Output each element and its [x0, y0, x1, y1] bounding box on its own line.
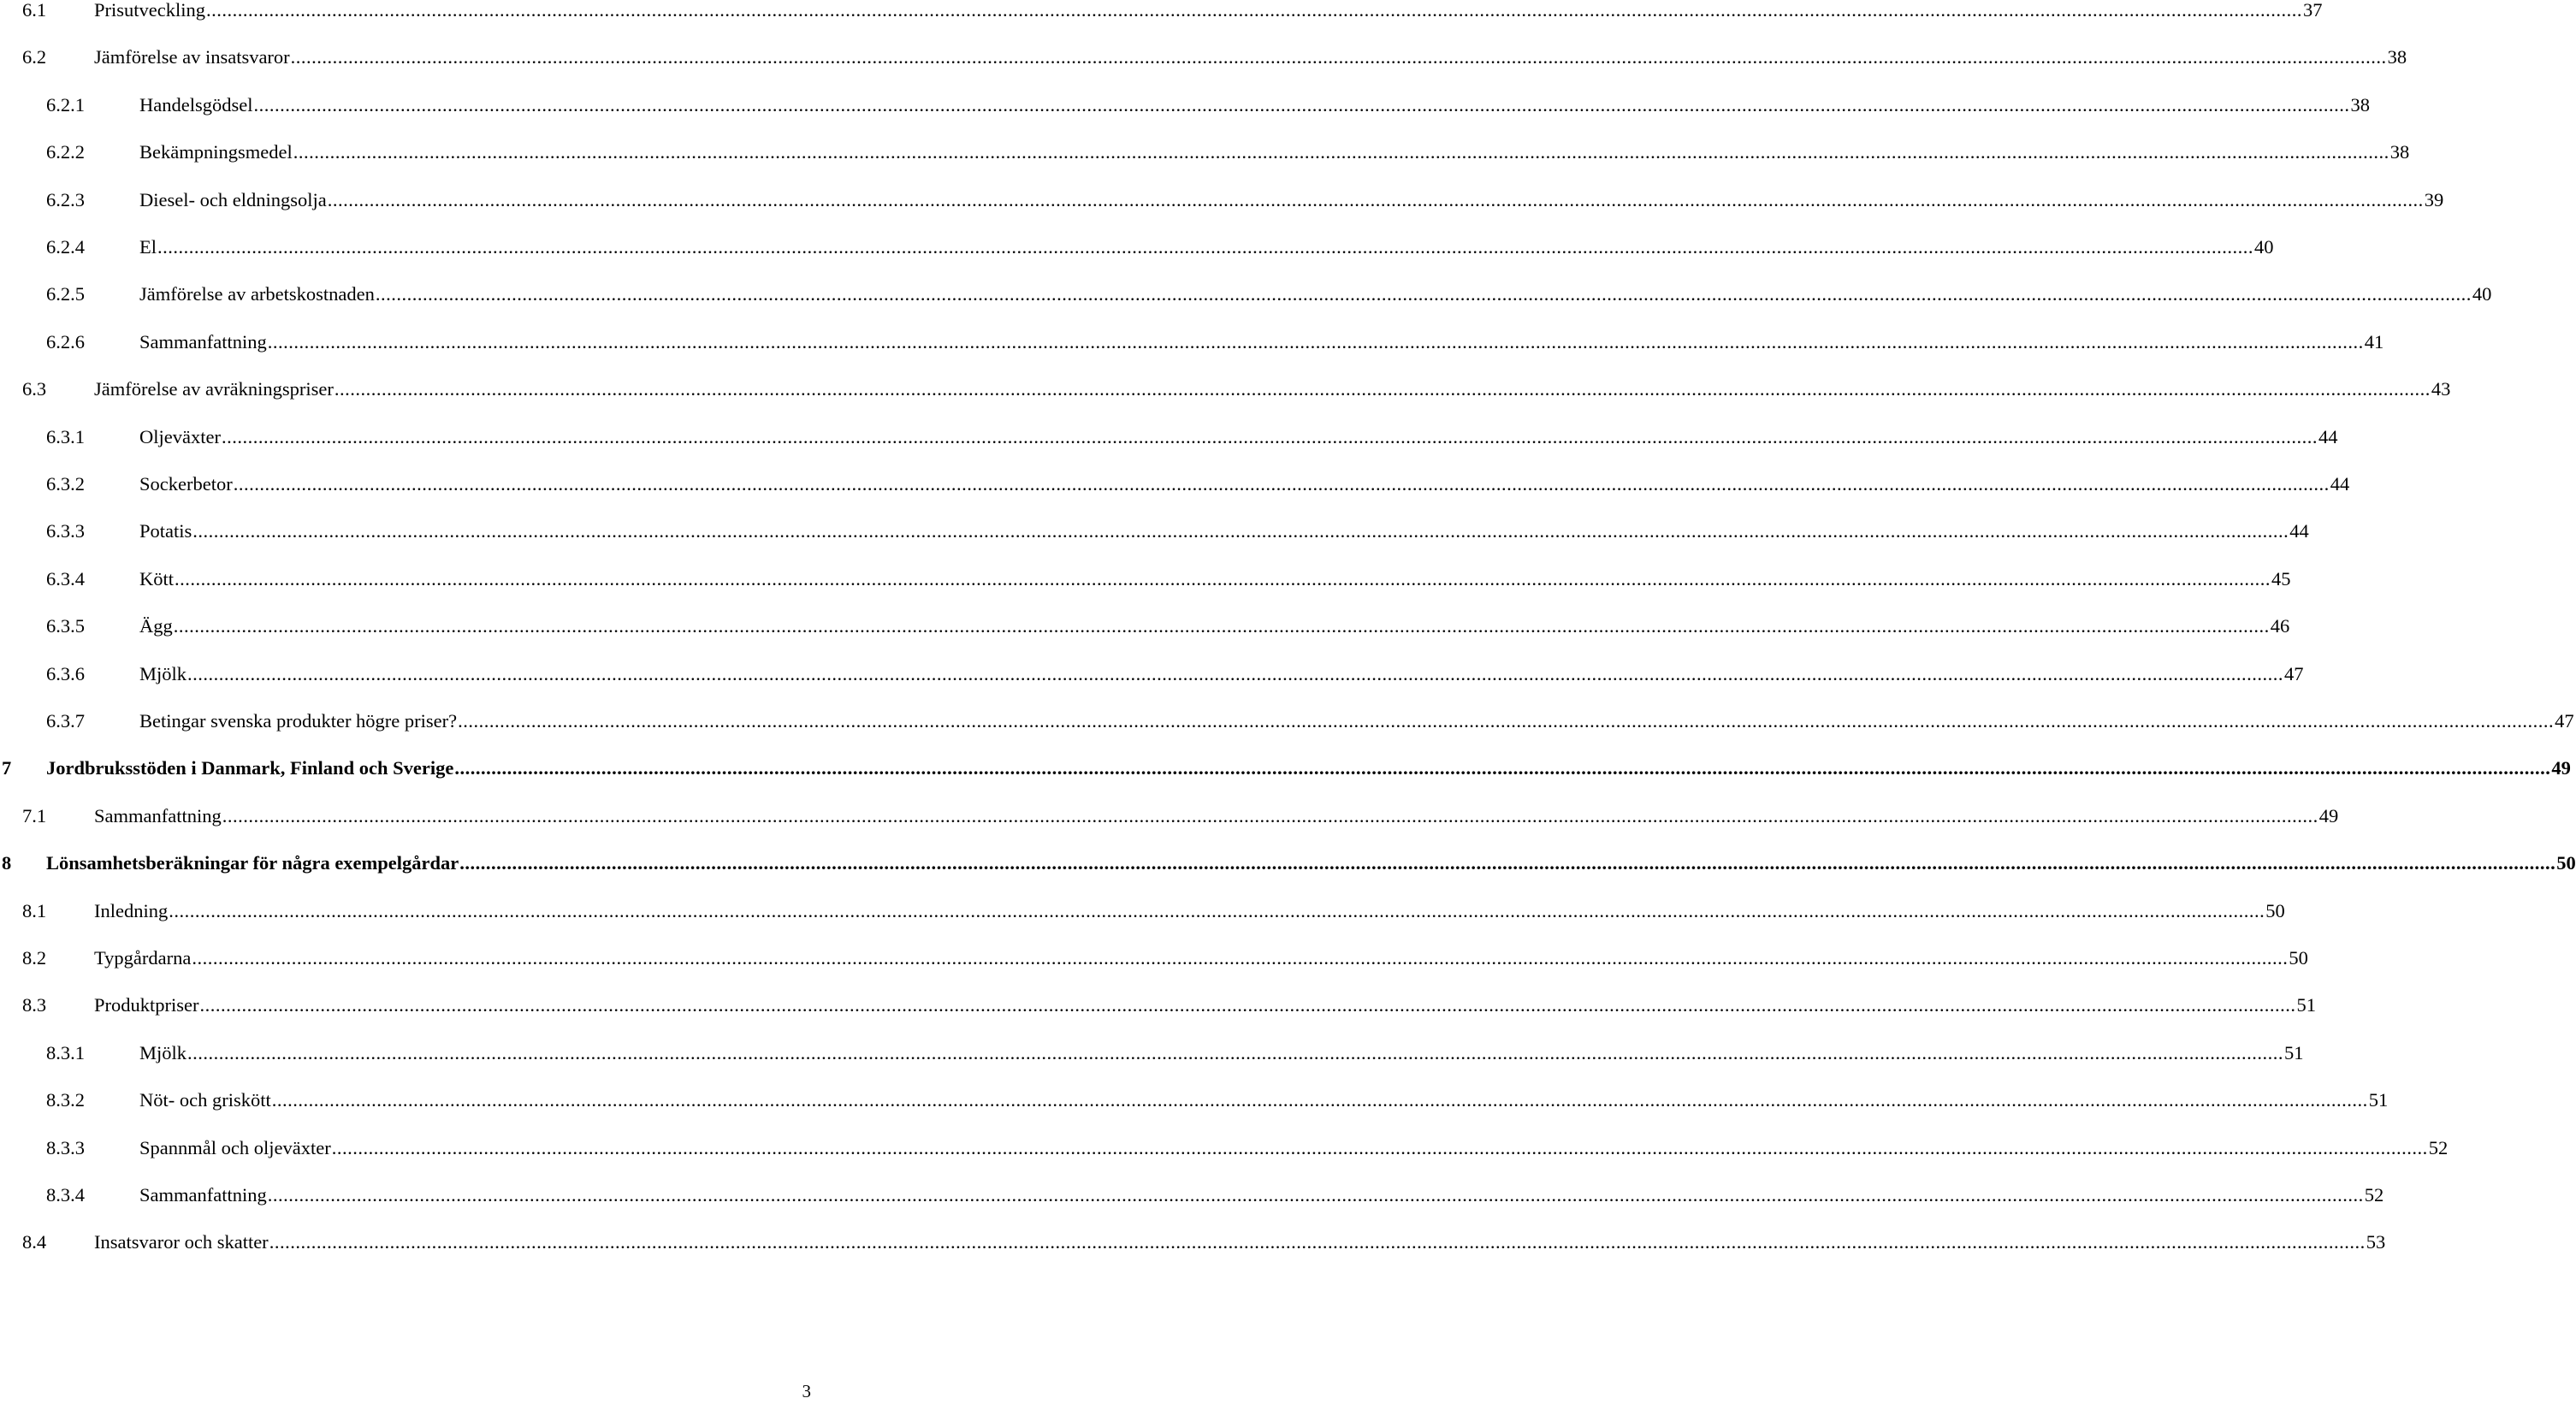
toc-entry-page: 41	[2364, 330, 2384, 352]
toc-entry-title: Nöt- och griskött	[139, 1089, 271, 1111]
toc-entry-title: Bekämpningsmedel	[139, 141, 293, 163]
toc-entry-title: Sammanfattning	[139, 1184, 267, 1206]
toc-entry-line	[139, 1083, 2389, 1117]
toc-entry-page: 50	[2289, 947, 2308, 969]
toc-entry-line	[139, 88, 2370, 122]
toc-entry-number: 6.2.5	[46, 283, 85, 305]
dot-leader: ................................................................................................................................................................................................................................................................................................................................................................................................................	[271, 1089, 2368, 1111]
toc-entry-page: 47	[2284, 662, 2304, 684]
toc-entry[interactable]	[0, 1131, 2449, 1165]
dot-leader: ................................................................................................................................................................................................................................................................................................................................................................................................................	[221, 425, 2318, 447]
dot-leader: ................................................................................................................................................................................................................................................................................................................................................................................................................	[199, 994, 2296, 1016]
toc-entry[interactable]	[0, 1083, 2389, 1117]
dot-leader: ................................................................................................................................................................................................................................................................................................................................................................................................................	[253, 93, 2350, 116]
toc-entry[interactable]	[0, 514, 2309, 548]
toc-entry[interactable]	[0, 1178, 2384, 1212]
toc-entry-page: 51	[2368, 1089, 2389, 1111]
toc-entry-page: 38	[2387, 46, 2407, 68]
toc-entry-title: Insatsvaror och skatter	[94, 1231, 269, 1253]
toc-entry-number: 8.3.3	[46, 1136, 85, 1158]
toc-entry-title: Potatis	[139, 520, 192, 542]
toc-entry[interactable]	[0, 135, 2410, 169]
toc-entry-title: Jämförelse av avräkningspriser	[94, 378, 334, 400]
toc-entry-line	[46, 846, 2576, 880]
toc-entry-title: Spannmål och oljeväxter	[139, 1136, 331, 1158]
toc-entry-line	[139, 704, 2574, 738]
toc-entry-title: Jämförelse av insatsvaror	[94, 46, 290, 68]
toc-entry-number: 7	[2, 757, 12, 779]
toc-entry-title: Sockerbetor	[139, 473, 233, 495]
toc-entry-title: Produktpriser	[94, 994, 199, 1016]
toc-entry[interactable]	[0, 420, 2338, 454]
dot-leader: ................................................................................................................................................................................................................................................................................................................................................................................................................	[327, 188, 2424, 210]
toc-entry-title: Sammanfattning	[139, 330, 267, 352]
toc-entry-line	[139, 1131, 2449, 1165]
toc-entry-page: 40	[2472, 283, 2492, 305]
toc-entry-page: 49	[2551, 757, 2571, 779]
toc-entry-line	[139, 135, 2410, 169]
toc-entry-number: 6.3.7	[46, 710, 85, 732]
toc-entry[interactable]	[0, 704, 2574, 738]
dot-leader: ................................................................................................................................................................................................................................................................................................................................................................................................................	[175, 567, 2271, 589]
toc-entry-line	[94, 0, 2323, 27]
toc-entry-line	[139, 467, 2350, 501]
toc-entry-title: Ägg	[139, 615, 173, 637]
toc-entry-number: 6.3.2	[46, 473, 85, 495]
toc-entry[interactable]	[0, 609, 2290, 643]
toc-entry-page: 44	[2289, 520, 2309, 542]
toc-entry-line	[94, 1225, 2386, 1259]
toc-entry-line	[139, 1036, 2304, 1070]
toc-entry[interactable]	[0, 40, 2407, 74]
toc-entry-title: Inledning	[94, 899, 169, 921]
dot-leader: ................................................................................................................................................................................................................................................................................................................................................................................................................	[458, 710, 2555, 732]
dot-leader: ................................................................................................................................................................................................................................................................................................................................................................................................................	[331, 1136, 2428, 1158]
toc-entry-page: 44	[2330, 473, 2350, 495]
toc-entry-page: 49	[2318, 804, 2339, 826]
dot-leader: ................................................................................................................................................................................................................................................................................................................................................................................................................	[290, 46, 2387, 68]
toc-entry-number: 6.1	[22, 0, 47, 21]
dot-leader: ................................................................................................................................................................................................................................................................................................................................................................................................................	[169, 899, 2265, 921]
toc-entry-number: 8.1	[22, 899, 47, 921]
toc-entry-number: 6.3.3	[46, 520, 85, 542]
toc-entry-title: El	[139, 236, 157, 258]
toc-entry-title: Jämförelse av arbetskostnaden	[139, 283, 375, 305]
toc-entry-page: 39	[2424, 188, 2444, 210]
toc-entry-number: 6.2.4	[46, 236, 85, 258]
toc-entry-line	[46, 751, 2571, 785]
toc-entry-title: Mjölk	[139, 1041, 187, 1063]
toc-entry-number: 6.3.6	[46, 662, 85, 684]
toc-entry-title: Mjölk	[139, 662, 187, 684]
toc-entry-line	[139, 609, 2290, 643]
dot-leader: ................................................................................................................................................................................................................................................................................................................................................................................................................	[293, 141, 2389, 163]
dot-leader: ................................................................................................................................................................................................................................................................................................................................................................................................................	[267, 1184, 2364, 1206]
toc-entry-page: 46	[2270, 615, 2290, 637]
toc-entry-title: Handelsgödsel	[139, 93, 253, 116]
dot-leader: ................................................................................................................................................................................................................................................................................................................................................................................................................	[334, 378, 2431, 400]
toc-entry-line	[94, 894, 2285, 928]
toc-entry-page: 37	[2303, 0, 2323, 21]
dot-leader: ................................................................................................................................................................................................................................................................................................................................................................................................................	[187, 662, 2284, 684]
toc-entry-page: 43	[2431, 378, 2451, 400]
toc-entry-line	[139, 657, 2304, 691]
toc-entry-line	[139, 277, 2492, 311]
toc-entry[interactable]	[0, 0, 2323, 27]
toc-entry-line	[94, 372, 2451, 406]
toc-entry-line	[139, 183, 2444, 217]
toc-entry-number: 8	[2, 852, 12, 874]
dot-leader: ................................................................................................................................................................................................................................................................................................................................................................................................................	[233, 473, 2330, 495]
toc-entry-title: Jordbruksstöden i Danmark, Finland och Sverige	[46, 757, 454, 779]
toc-entry-number: 6.2.2	[46, 141, 85, 163]
dot-leader: ................................................................................................................................................................................................................................................................................................................................................................................................................	[192, 947, 2289, 969]
toc-entry-line	[139, 420, 2338, 454]
toc-entry-page: 38	[2350, 93, 2370, 116]
toc-entry-title: Diesel- och eldningsolja	[139, 188, 327, 210]
toc-entry-number: 8.4	[22, 1231, 47, 1253]
toc-entry[interactable]	[0, 230, 2274, 264]
toc-entry-number: 8.3.4	[46, 1184, 85, 1206]
dot-leader: ................................................................................................................................................................................................................................................................................................................................................................................................................	[187, 1041, 2284, 1063]
toc-entry-line	[139, 1178, 2384, 1212]
toc-entry-number: 6.2.6	[46, 330, 85, 352]
toc-entry[interactable]	[0, 1036, 2304, 1070]
toc-entry-number: 8.3.1	[46, 1041, 85, 1063]
toc-entry[interactable]	[0, 846, 2576, 880]
toc-entry-number: 6.3.1	[46, 425, 85, 447]
dot-leader: ................................................................................................................................................................................................................................................................................................................................................................................................................	[269, 1231, 2366, 1253]
toc-entry[interactable]	[0, 277, 2492, 311]
toc-entry-page: 50	[2265, 899, 2285, 921]
toc-entry-number: 6.3.4	[46, 567, 85, 589]
toc-entry[interactable]	[0, 751, 2571, 785]
toc-entry-line	[139, 514, 2309, 548]
toc-entry-number: 8.3.2	[46, 1089, 85, 1111]
toc-entry-line	[139, 230, 2274, 264]
toc-entry-page: 53	[2366, 1231, 2386, 1253]
toc-entry-line	[94, 799, 2339, 833]
toc-entry-line	[94, 941, 2308, 975]
toc-entry-page: 47	[2555, 710, 2574, 732]
toc-entry[interactable]	[0, 657, 2304, 691]
toc-entry-page: 40	[2254, 236, 2274, 258]
toc-entry[interactable]	[0, 183, 2444, 217]
dot-leader: ................................................................................................................................................................................................................................................................................................................................................................................................................	[173, 615, 2270, 637]
toc-entry-number: 8.3	[22, 994, 47, 1016]
toc-entry-page: 52	[2364, 1184, 2384, 1206]
toc-entry[interactable]	[0, 562, 2291, 596]
toc-entry-line	[139, 562, 2291, 596]
dot-leader: ................................................................................................................................................................................................................................................................................................................................................................................................................	[192, 520, 2289, 542]
toc-entry[interactable]	[0, 88, 2370, 122]
toc-entry[interactable]	[0, 894, 2285, 928]
toc-entry[interactable]	[0, 799, 2339, 833]
toc-entry-line	[139, 325, 2384, 359]
toc-entry[interactable]	[0, 372, 2451, 406]
dot-leader: ................................................................................................................................................................................................................................................................................................................................................................................................................	[454, 757, 2551, 779]
toc-entry-page: 38	[2389, 141, 2410, 163]
toc-entry-title: Prisutveckling	[94, 0, 205, 21]
toc-entry-title: Oljeväxter	[139, 425, 221, 447]
dot-leader: ................................................................................................................................................................................................................................................................................................................................................................................................................	[206, 0, 2302, 21]
toc-entry[interactable]	[0, 941, 2308, 975]
dot-leader: ................................................................................................................................................................................................................................................................................................................................................................................................................	[222, 804, 2318, 826]
dot-leader: ................................................................................................................................................................................................................................................................................................................................................................................................................	[375, 283, 2472, 305]
toc-entry[interactable]	[0, 325, 2384, 359]
dot-leader: ................................................................................................................................................................................................................................................................................................................................................................................................................	[459, 852, 2556, 874]
dot-leader: ................................................................................................................................................................................................................................................................................................................................................................................................................	[267, 330, 2364, 352]
toc-entry-number: 8.2	[22, 947, 47, 969]
toc-entry-title: Kött	[139, 567, 175, 589]
toc-entry-page: 51	[2284, 1041, 2304, 1063]
toc-entry-page: 50	[2556, 852, 2576, 874]
toc-entry-number: 6.3	[22, 378, 47, 400]
toc-entry-number: 7.1	[22, 804, 47, 826]
toc-entry-title: Typgårdarna	[94, 947, 192, 969]
toc-entry-title: Sammanfattning	[94, 804, 222, 826]
toc-entry-number: 6.2	[22, 46, 47, 68]
toc-entry-page: 45	[2271, 567, 2291, 589]
dot-leader: ................................................................................................................................................................................................................................................................................................................................................................................................................	[157, 236, 2253, 258]
toc-entry-number: 6.2.1	[46, 93, 85, 116]
toc-entry-title: Betingar svenska produkter högre priser?	[139, 710, 458, 732]
toc-entry-number: 6.2.3	[46, 188, 85, 210]
toc-entry-number: 6.3.5	[46, 615, 85, 637]
toc-entry-page: 51	[2296, 994, 2316, 1016]
toc-entry-page: 44	[2318, 425, 2338, 447]
toc-entry[interactable]	[0, 988, 2316, 1022]
toc-entry[interactable]	[0, 1225, 2386, 1259]
toc-entry-line	[94, 40, 2407, 74]
toc-entry-line	[94, 988, 2316, 1022]
page-number: 3	[802, 1381, 811, 1401]
toc-entry-title: Lönsamhetsberäkningar för några exempelgårdar	[46, 852, 459, 874]
toc-entry[interactable]	[0, 467, 2350, 501]
toc-entry-page: 52	[2428, 1136, 2449, 1158]
